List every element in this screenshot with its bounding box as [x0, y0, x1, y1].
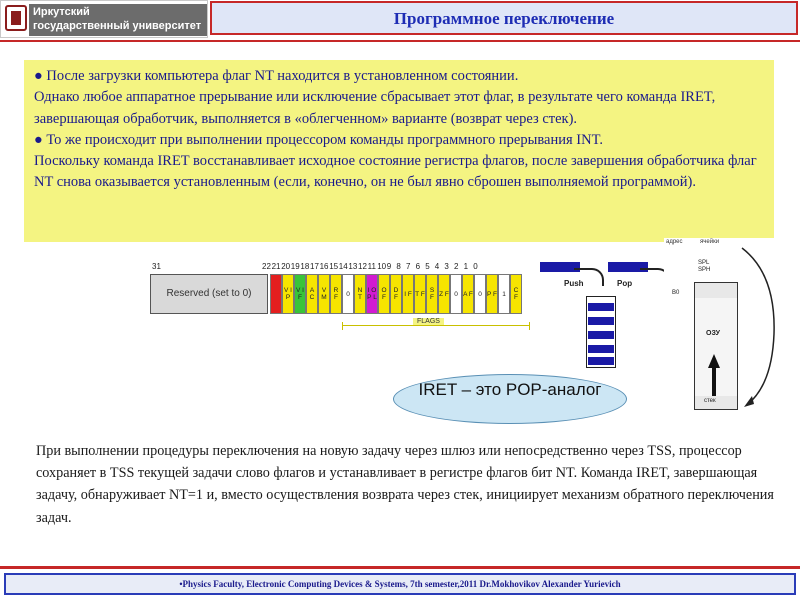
flag-cell: 0	[450, 274, 462, 314]
info-paragraph-2: Однако любое аппаратное прерывание или исключение сбрасывает этот флаг, в результате чего команда IRET, завершающая обработчик, выполняется в «облегченном» варианте (возврат через стек).	[34, 89, 716, 127]
flag-cell: Z F	[438, 274, 450, 314]
bit-number: 1	[463, 262, 469, 271]
spl-label: SPL	[698, 260, 710, 266]
flag-cell: I O P L	[366, 274, 378, 314]
info-paragraph-3: ● То же происходит при выполнении процессором команды программного прерывания INT.	[34, 131, 603, 148]
bit-number: 2	[454, 262, 459, 271]
flag-cell: R F	[330, 274, 342, 314]
bit-number: 8	[396, 262, 401, 271]
flag-cell	[270, 274, 282, 314]
bit-number: 11	[367, 262, 376, 271]
bit-number: 14	[338, 262, 348, 271]
bit-number: 17	[310, 262, 319, 271]
bit-number: 31	[152, 262, 161, 271]
flag-cell: O F	[378, 274, 390, 314]
info-paragraph-1: ● После загрузки компьютера флаг NT находится в установленном состоянии.	[34, 68, 519, 84]
bit-number: 13	[348, 262, 358, 271]
flags-bracket	[342, 318, 530, 330]
university-name-line2: государственный университет	[33, 20, 202, 32]
info-box	[24, 60, 774, 242]
bit-number: 10	[377, 262, 387, 271]
flag-cell: 0	[474, 274, 486, 314]
b0-label: B0	[672, 290, 680, 296]
bit-number: 3	[444, 262, 449, 271]
stack-box	[586, 296, 616, 368]
push-label: Push	[564, 279, 584, 288]
flag-cell: A F	[462, 274, 474, 314]
flag-cell: V M	[318, 274, 330, 314]
flag-cell: 0	[342, 274, 354, 314]
stack-growth-arrow-icon	[706, 354, 722, 396]
bit-number: 12	[358, 262, 367, 271]
flag-cell: S F	[426, 274, 438, 314]
footer-divider	[0, 566, 800, 569]
flag-cell: 1	[498, 274, 510, 314]
iret-pop-analog-ellipse: IRET – это POP-аналог	[393, 374, 627, 424]
flag-cell: C F	[510, 274, 522, 314]
address-header: адрес	[666, 239, 683, 245]
flag-cell: N T	[354, 274, 366, 314]
bit-number: 16	[319, 262, 329, 271]
info-paragraph-4: Поскольку команда IRET восстанавливает исходное состояние регистра флагов, после завершения обработчика флаг NT снова оказывается установленным (если, конечно, он не был явно сброшен выполняемой программой).	[34, 153, 757, 191]
stack-label: стек	[704, 398, 716, 404]
bit-number: 19	[290, 262, 300, 271]
flag-cell: V I F	[294, 274, 306, 314]
memory-return-arrow-icon	[740, 244, 780, 414]
flag-cell: A C	[306, 274, 318, 314]
pop-label: Pop	[617, 279, 633, 288]
top-divider	[0, 40, 800, 42]
bit-number: 9	[386, 262, 392, 271]
flag-cell: T F	[414, 274, 426, 314]
bit-number: 21	[271, 262, 281, 271]
stack-segment	[588, 317, 614, 325]
bottom-paragraph: При выполнении процедуры переключения на новую задачу через шлюз или непосредственно через TSS, процессор сохраняет в TSS текущей задачи слово флагов и устанавливает в регистре флагов бит NT. Команда IRET, завершающая задачу, обнаруживает NT=1 и, вместо осуществления возврата через стек, инициирует механизм обратного переключения задач.	[36, 443, 774, 526]
flags-bracket-line	[343, 325, 529, 326]
bit-number: 20	[281, 262, 291, 271]
flag-cell: I F	[402, 274, 414, 314]
bit-number: 7	[406, 262, 411, 271]
flag-cell: D F	[390, 274, 402, 314]
stack-segment	[588, 303, 614, 311]
bit-number: 5	[425, 262, 430, 271]
title-bar	[210, 1, 798, 35]
cells-header: ячейки	[700, 239, 720, 245]
bit-number: 18	[300, 262, 310, 271]
reserved-field: Reserved (set to 0)	[150, 274, 268, 314]
bit-number: 0	[473, 262, 478, 271]
stack-segment	[588, 345, 614, 353]
flag-cell: V I P	[282, 274, 294, 314]
slide-title: Программное переключение	[393, 9, 615, 28]
flags-register-diagram	[150, 262, 530, 342]
flags-label: FLAGS	[413, 318, 444, 325]
stack-segment	[588, 331, 614, 339]
university-logo	[0, 0, 208, 38]
bit-number: 22	[262, 262, 271, 271]
university-name-line1: Иркутский	[33, 6, 90, 18]
flag-cell: P F	[486, 274, 498, 314]
university-emblem-icon	[5, 5, 27, 31]
sph-label: SPH	[698, 267, 711, 273]
footer: •Physics Faculty, Electronic Computing Devices & Systems, 7th semester,2011 Dr.Mokhovikov Alexander Yurievich	[4, 573, 796, 595]
bit-number: 4	[434, 262, 440, 271]
ozu-label: ОЗУ	[706, 330, 720, 337]
bit-number: 6	[415, 262, 421, 271]
stack-segment	[588, 357, 614, 365]
bit-number: 15	[329, 262, 339, 271]
